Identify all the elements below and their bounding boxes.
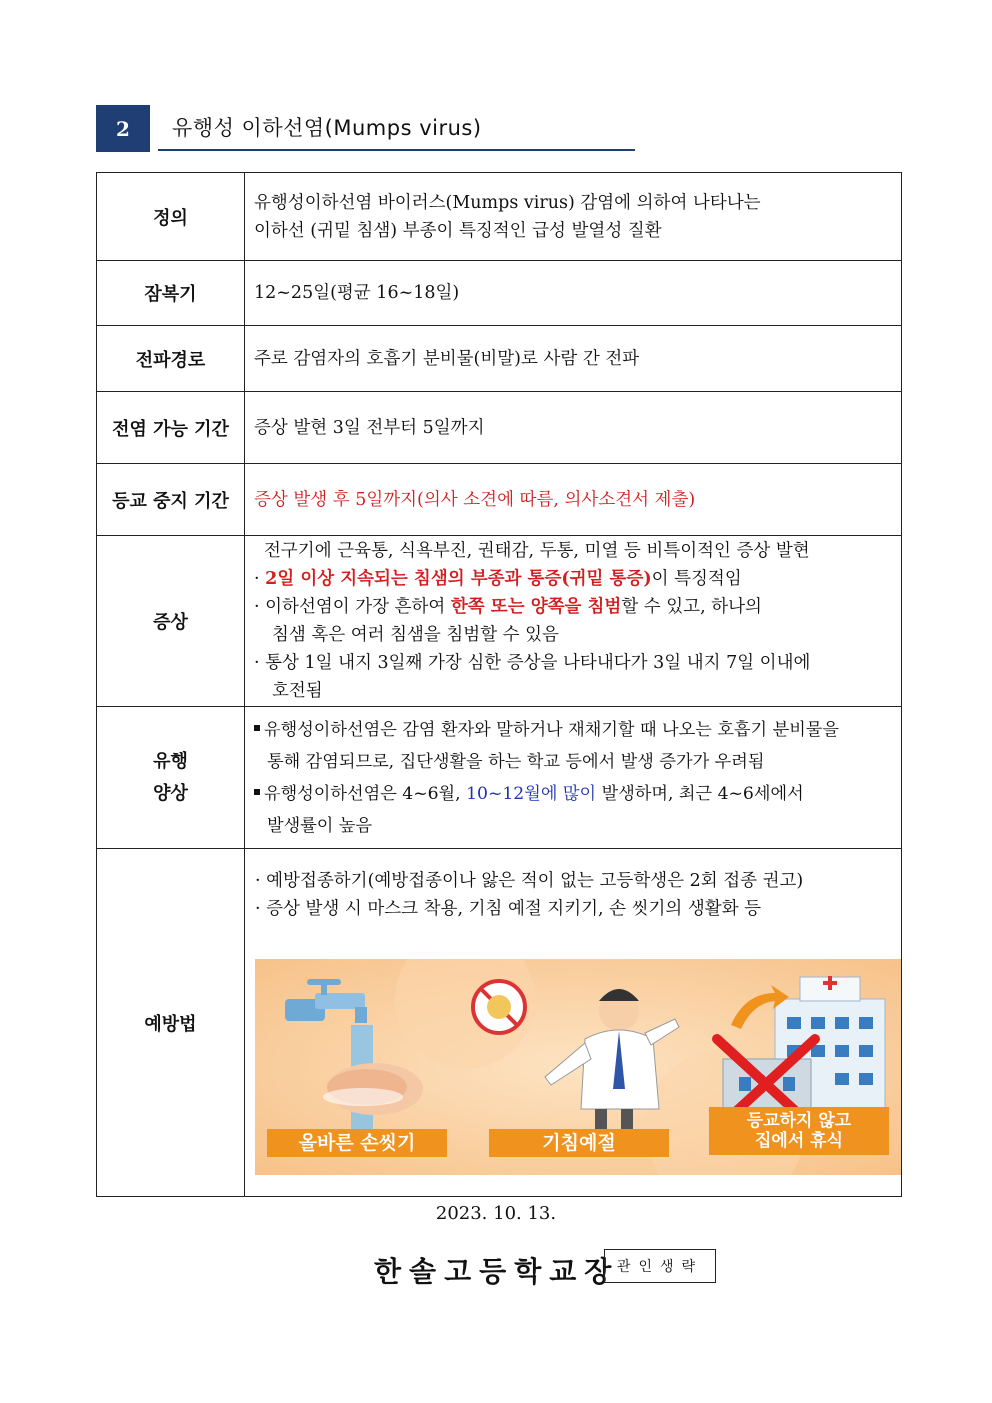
symptoms-bullet-2-head: 이하선염이 가장 흔하여 <box>265 597 451 617</box>
prevention-label: 예방법 <box>97 849 245 1197</box>
rest-label-line-1: 등교하지 않고 <box>746 1111 852 1131</box>
prevention-bullet-2: · 증상 발생 시 마스크 착용, 기침 예절 지키기, 손 씻기의 생활화 등 <box>255 899 762 919</box>
row-prevention <box>97 849 902 1197</box>
row-definition <box>97 173 902 261</box>
symptoms-bullet-2-highlight: 한쪽 또는 양쪽을 침범 <box>450 597 622 617</box>
definition-content <box>245 173 902 261</box>
prevention-bullet-2-text: 증상 발생 시 마스크 착용, 기침 예절 지키기, 손 씻기의 생활화 등 <box>266 899 762 919</box>
epidemic-label-line-1: 유행 <box>153 750 188 772</box>
epidemic-para-2 <box>254 778 893 810</box>
symptoms-content <box>245 536 902 707</box>
symptoms-bullet-3-text: 통상 1일 내지 3일째 가장 심한 증상을 나타내다가 3일 내지 7일 이내에 <box>265 653 811 673</box>
suspension-label: 등교 중지 기간 <box>97 464 245 536</box>
epidemic-label <box>97 707 245 849</box>
row-suspension <box>97 464 902 536</box>
epidemic-para-2-highlight: 10~12월에 많이 <box>466 783 597 804</box>
epidemic-para-2-tail: 발생하며, 최근 4~6세에서 <box>596 783 804 804</box>
epidemic-para-2-head: 유행성이하선염은 4~6월, <box>264 783 467 804</box>
contagious-label: 전염 가능 기간 <box>97 392 245 464</box>
symptoms-bullet-1-highlight: 2일 이상 지속되는 침샘의 부종과 통증(귀밑 통증) <box>265 569 652 589</box>
section-number: 2 <box>96 105 150 152</box>
school-principal: 한솔고등학교장 <box>374 1255 620 1288</box>
symptoms-bullet-3: · 통상 1일 내지 3일째 가장 심한 증상을 나타내다가 3일 내지 7일 이내에 <box>254 653 811 673</box>
prevention-content <box>245 849 902 1197</box>
definition-line-1: 유행성이하선염 바이러스(Mumps virus) 감염에 의하여 나타나는 <box>254 192 761 213</box>
epidemic-content <box>245 707 902 849</box>
row-contagious <box>97 392 902 464</box>
section-title: 유행성 이하선염(Mumps virus) <box>172 116 482 140</box>
epidemic-para-1-cont: 통해 감염되므로, 집단생활을 하는 학교 등에서 발생 증가가 우려됨 <box>267 751 765 772</box>
row-epidemic <box>97 707 902 849</box>
document-date: 2023. 10. 13. <box>435 1203 557 1224</box>
symptoms-bullet-1-tail: 이 특징적임 <box>651 569 742 589</box>
epidemic-para-1-text: 유행성이하선염은 감염 환자와 말하거나 재채기할 때 나오는 호흡기 분비물을 <box>264 719 840 740</box>
suspension-content: 증상 발생 후 5일까지(의사 소견에 따름, 의사소견서 제출) <box>245 464 902 536</box>
cough-label: 기침예절 <box>542 1132 616 1154</box>
transmission-label: 전파경로 <box>97 326 245 392</box>
prevention-bullet-1: · 예방접종하기(예방접종이나 앓은 적이 없는 고등학생은 2회 접종 권고) <box>255 871 804 891</box>
row-symptoms <box>97 536 902 707</box>
symptoms-bullet-2-tail: 할 수 있고, 하나의 <box>621 597 762 617</box>
contagious-content: 증상 발현 3일 전부터 5일까지 <box>245 392 902 464</box>
square-bullet-icon <box>254 725 260 731</box>
epidemic-para-1 <box>254 714 893 746</box>
prevention-bullet-1-text: 예방접종하기(예방접종이나 앓은 적이 없는 고등학생은 2회 접종 권고) <box>266 871 804 891</box>
square-bullet-icon <box>254 789 260 795</box>
definition-line-2: 이하선 (귀밑 침샘) 부종이 특징적인 급성 발열성 질환 <box>254 220 662 241</box>
symptoms-label: 증상 <box>97 536 245 707</box>
incubation-label: 잠복기 <box>97 261 245 326</box>
incubation-content: 12~25일(평균 16~18일) <box>245 261 902 326</box>
rest-label-line-2: 집에서 휴식 <box>754 1131 844 1151</box>
rest-label <box>709 1111 889 1151</box>
symptoms-bullet-3-cont: 호전됨 <box>272 681 323 701</box>
symptoms-bullet-1: · 2일 이상 지속되는 침샘의 부종과 통증(귀밑 통증)이 특징적임 <box>254 569 742 589</box>
prevention-illustration <box>255 959 901 1175</box>
definition-label: 정의 <box>97 173 245 261</box>
symptoms-bullet-2: · 이하선염이 가장 흔하여 한쪽 또는 양쪽을 침범할 수 있고, 하나의 <box>254 597 762 617</box>
row-transmission <box>97 326 902 392</box>
symptoms-bullet-2-cont: 침샘 혹은 여러 침샘을 침범할 수 있음 <box>272 625 559 645</box>
wash-label: 올바른 손씻기 <box>298 1132 416 1154</box>
seal-omitted-box: 관인생략 <box>604 1249 716 1283</box>
disease-info-table <box>96 172 902 1197</box>
epidemic-label-line-2: 양상 <box>153 782 188 804</box>
row-incubation <box>97 261 902 326</box>
symptoms-intro: 전구기에 근육통, 식욕부진, 권태감, 두통, 미열 등 비특이적인 증상 발현 <box>264 541 810 561</box>
section-underline <box>158 149 635 151</box>
epidemic-para-2-cont: 발생률이 높음 <box>267 815 373 836</box>
transmission-content: 주로 감염자의 호흡기 분비물(비말)로 사람 간 전파 <box>245 326 902 392</box>
